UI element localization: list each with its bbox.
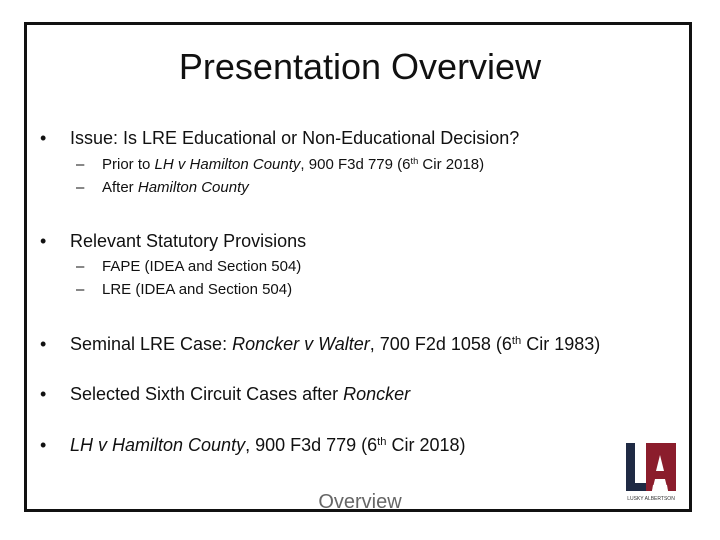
sub-bullet-lre-text: LRE (IDEA and Section 504) — [102, 281, 293, 298]
case-name: Roncker — [343, 384, 411, 404]
la-logo — [620, 441, 682, 503]
text-before: After — [102, 179, 138, 196]
dash-marker: – — [76, 156, 85, 173]
text-before: Seminal LRE Case: — [70, 334, 233, 354]
text-before: Prior to — [102, 156, 155, 173]
bullet-marker: • — [40, 128, 47, 148]
dash-marker: – — [76, 281, 85, 298]
citation-end: Cir 2018) — [418, 156, 485, 173]
sub-bullet-fape-text: FAPE (IDEA and Section 504) — [102, 258, 302, 275]
bullet-selected-text — [70, 383, 410, 405]
dash-marker: – — [76, 179, 85, 196]
case-name: LH v Hamilton County — [154, 156, 301, 173]
citation-end: Cir 1983) — [521, 334, 601, 354]
logo-tagline: LUSKY ALBERTSON — [627, 496, 675, 502]
citation-end: Cir 2018) — [386, 435, 466, 455]
bullet-marker: • — [40, 435, 47, 455]
case-name: Hamilton County — [137, 179, 249, 196]
ordinal-suffix: th — [377, 435, 387, 448]
dash-marker: – — [76, 258, 85, 275]
citation: , 900 F3d 779 (6 — [300, 156, 411, 173]
case-name: Roncker v Walter — [232, 334, 370, 354]
bullet-lh-text — [70, 434, 466, 456]
bullet-marker: • — [40, 384, 47, 404]
sub-bullet-after-text — [102, 178, 249, 197]
slide-footer: Overview — [318, 491, 402, 513]
citation: , 700 F2d 1058 (6 — [369, 334, 512, 354]
bullet-marker: • — [40, 334, 47, 354]
bullet-seminal-text — [70, 333, 600, 355]
citation: , 900 F3d 779 (6 — [245, 435, 378, 455]
bullet-issue-text: Issue: Is LRE Educational or Non-Educational Decision? — [70, 128, 520, 148]
case-name: LH v Hamilton County — [70, 435, 246, 455]
ordinal-suffix: th — [410, 155, 419, 166]
text-before: Selected Sixth Circuit Cases after — [70, 384, 344, 404]
slide-title: Presentation Overview — [178, 46, 542, 87]
sub-bullet-prior-text — [102, 155, 484, 174]
ordinal-suffix: th — [511, 334, 522, 347]
bullet-marker: • — [40, 231, 47, 251]
bullet-statutory-text: Relevant Statutory Provisions — [70, 231, 307, 251]
